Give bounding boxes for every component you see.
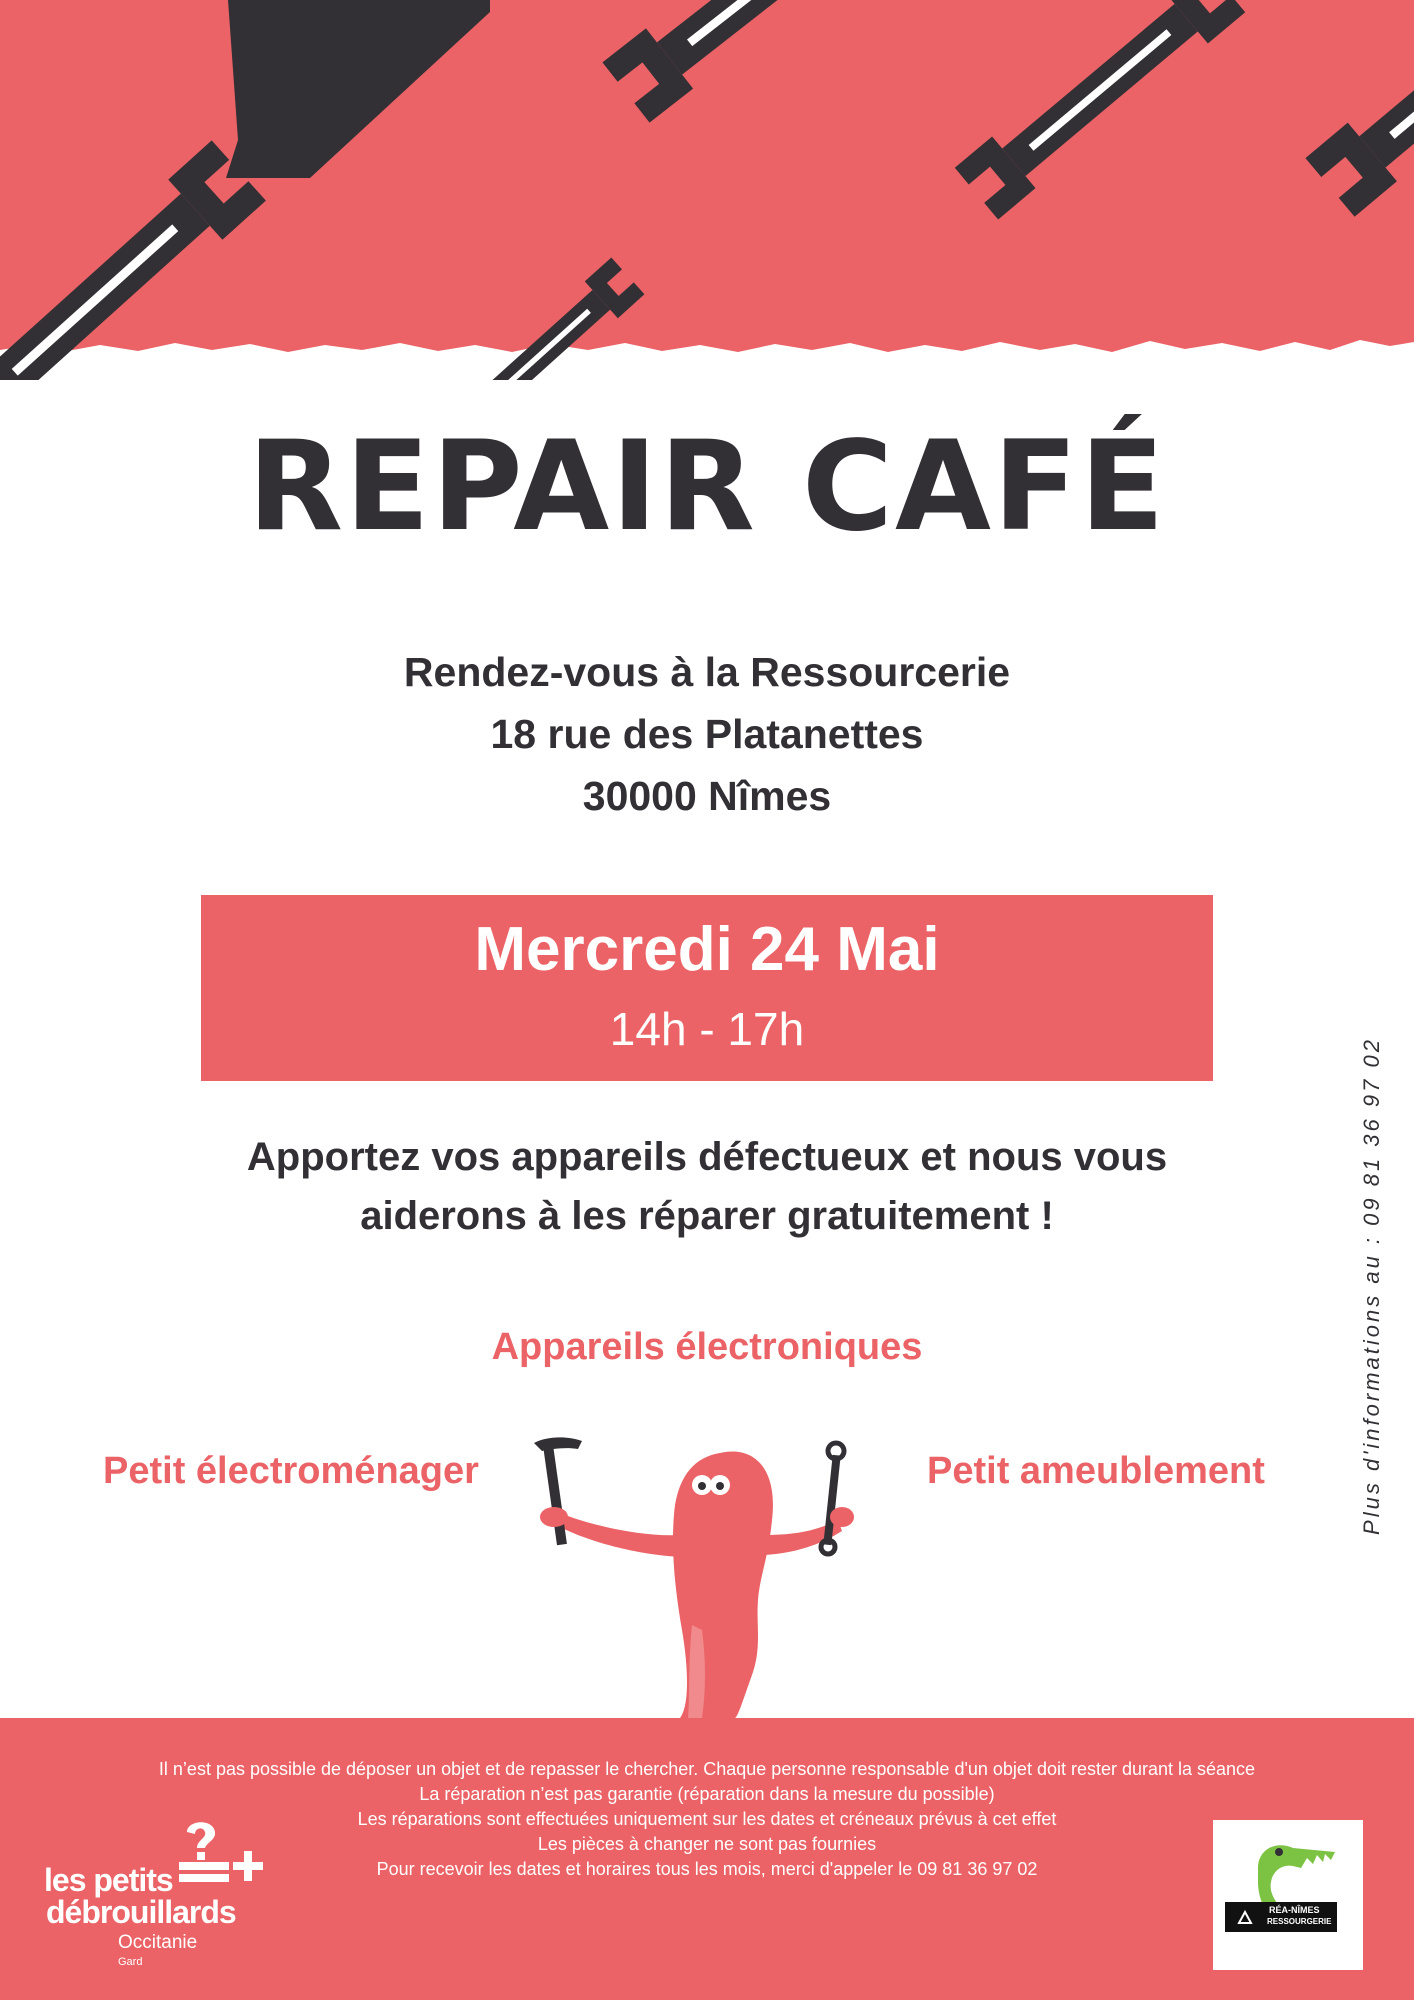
rule-line-3: Les réparations sont effectuées uniquement sur les dates et créneaux prévus à cet effet xyxy=(357,1809,1057,1829)
event-date-box xyxy=(201,895,1213,1081)
mascot-illustration xyxy=(520,1425,870,1720)
logo-text-line-1: les petits xyxy=(44,1862,173,1898)
address-line-1: Rendez-vous à la Ressourcerie xyxy=(403,649,1011,695)
category-small-appliances: Petit électroménager xyxy=(103,1450,479,1492)
wrench-icon xyxy=(821,1443,854,1554)
les-petits-debrouillards-logo xyxy=(44,1818,284,1978)
rea-logo-line-1: RÉA-NÎMES xyxy=(1269,1905,1320,1915)
header-banner xyxy=(0,0,1414,380)
address-line-2: 18 rue des Platanettes xyxy=(490,711,924,757)
logo-region: Occitanie xyxy=(118,1932,198,1953)
logo-subregion: Gard xyxy=(118,1956,143,1968)
rule-line-5: Pour recevoir les dates et horaires tous les mois, merci d'appeler le 09 81 36 97 02 xyxy=(376,1859,1038,1879)
category-electronics: Appareils électroniques xyxy=(491,1326,923,1368)
category-small-furniture: Petit ameublement xyxy=(927,1450,1265,1492)
rule-line-4: Les pièces à changer ne sont pas fournies xyxy=(537,1834,877,1854)
side-contact-text: Plus d'informations au : 09 81 36 97 02 xyxy=(1359,1037,1384,1535)
rule-line-2: La réparation n’est pas garantie (réparation dans la mesure du possible) xyxy=(419,1784,995,1804)
rea-nimes-ressourcerie-logo xyxy=(1213,1820,1363,1970)
intro-line-2: aiderons à les réparer gratuitement ! xyxy=(360,1194,1054,1238)
event-date: Mercredi 24 Mai xyxy=(474,915,940,984)
address-line-3: 30000 Nîmes xyxy=(582,773,832,819)
rule-line-1: Il n’est pas possible de déposer un objet et de repasser le chercher. Chaque personne responsable d'un objet doit rester durant la séance xyxy=(158,1759,1256,1779)
rea-logo-line-2: RESSOURGERIE xyxy=(1267,1917,1332,1926)
logo-text-line-2: débrouillards xyxy=(46,1894,236,1930)
event-hours: 14h - 17h xyxy=(609,1003,805,1055)
side-contact-info xyxy=(1359,1037,1384,1535)
logo-symbol xyxy=(179,1818,269,1893)
page-title: REPAIR CAFÉ xyxy=(247,415,1167,559)
intro-line-1: Apportez vos appareils défectueux et nous vous xyxy=(246,1135,1168,1179)
